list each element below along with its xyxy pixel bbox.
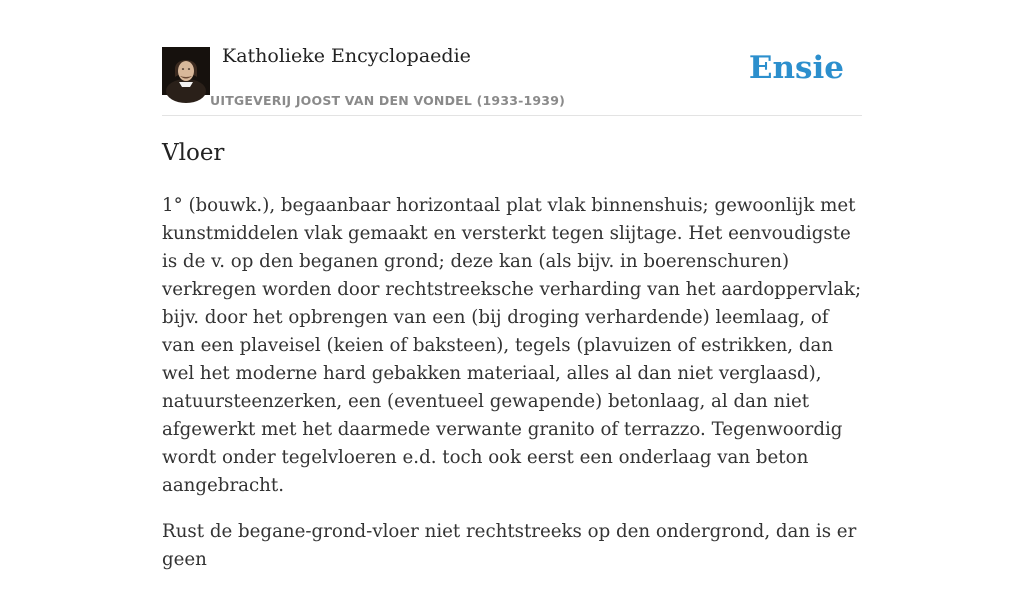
publisher-label: UITGEVERIJ JOOST VAN DEN VONDEL (1933-1939) [210,93,566,108]
paragraph: 1° (bouwk.), begaanbaar horizontaal plat vlak binnenshuis; gewoonlijk met kunstmiddelen vlak gemaakt en versterkt tegen slijtage. Het eenvoudigste is de v. op den beganen grond; deze kan (als bijv. in boerenschuren) verkregen worden door rechtstreeksche verharding van het aardoppervlak; bijv. door het opbrengen van een (bij droging verhardende) leemlaag, of van een plaveisel (keien of baksteen), tegels (plavuizen of estrikken, dan wel het moderne hard gebakken materiaal, alles al dan niet verglaasd), natuursteenzerken, een (eventueel gewapende) betonlaag, al dan niet afgewerkt met het daarmede verwante granito of terrazzo. Tegenwoordig wordt onder tegelvloeren e.d. toch ook eerst een onderlaag van beton aangebracht. [162,195,862,496]
avatar[interactable] [162,47,210,95]
paragraph: Rust de begane-grond-vloer niet rechtstreeks op den ondergrond, dan is er geen [162,521,857,570]
entry-title: Vloer [162,140,225,166]
site-header [162,0,862,116]
portrait-image [162,47,210,95]
entry-body [162,192,862,592]
brand-logo[interactable]: Ensie [748,50,844,86]
site-title[interactable]: Katholieke Encyclopaedie [222,45,471,67]
